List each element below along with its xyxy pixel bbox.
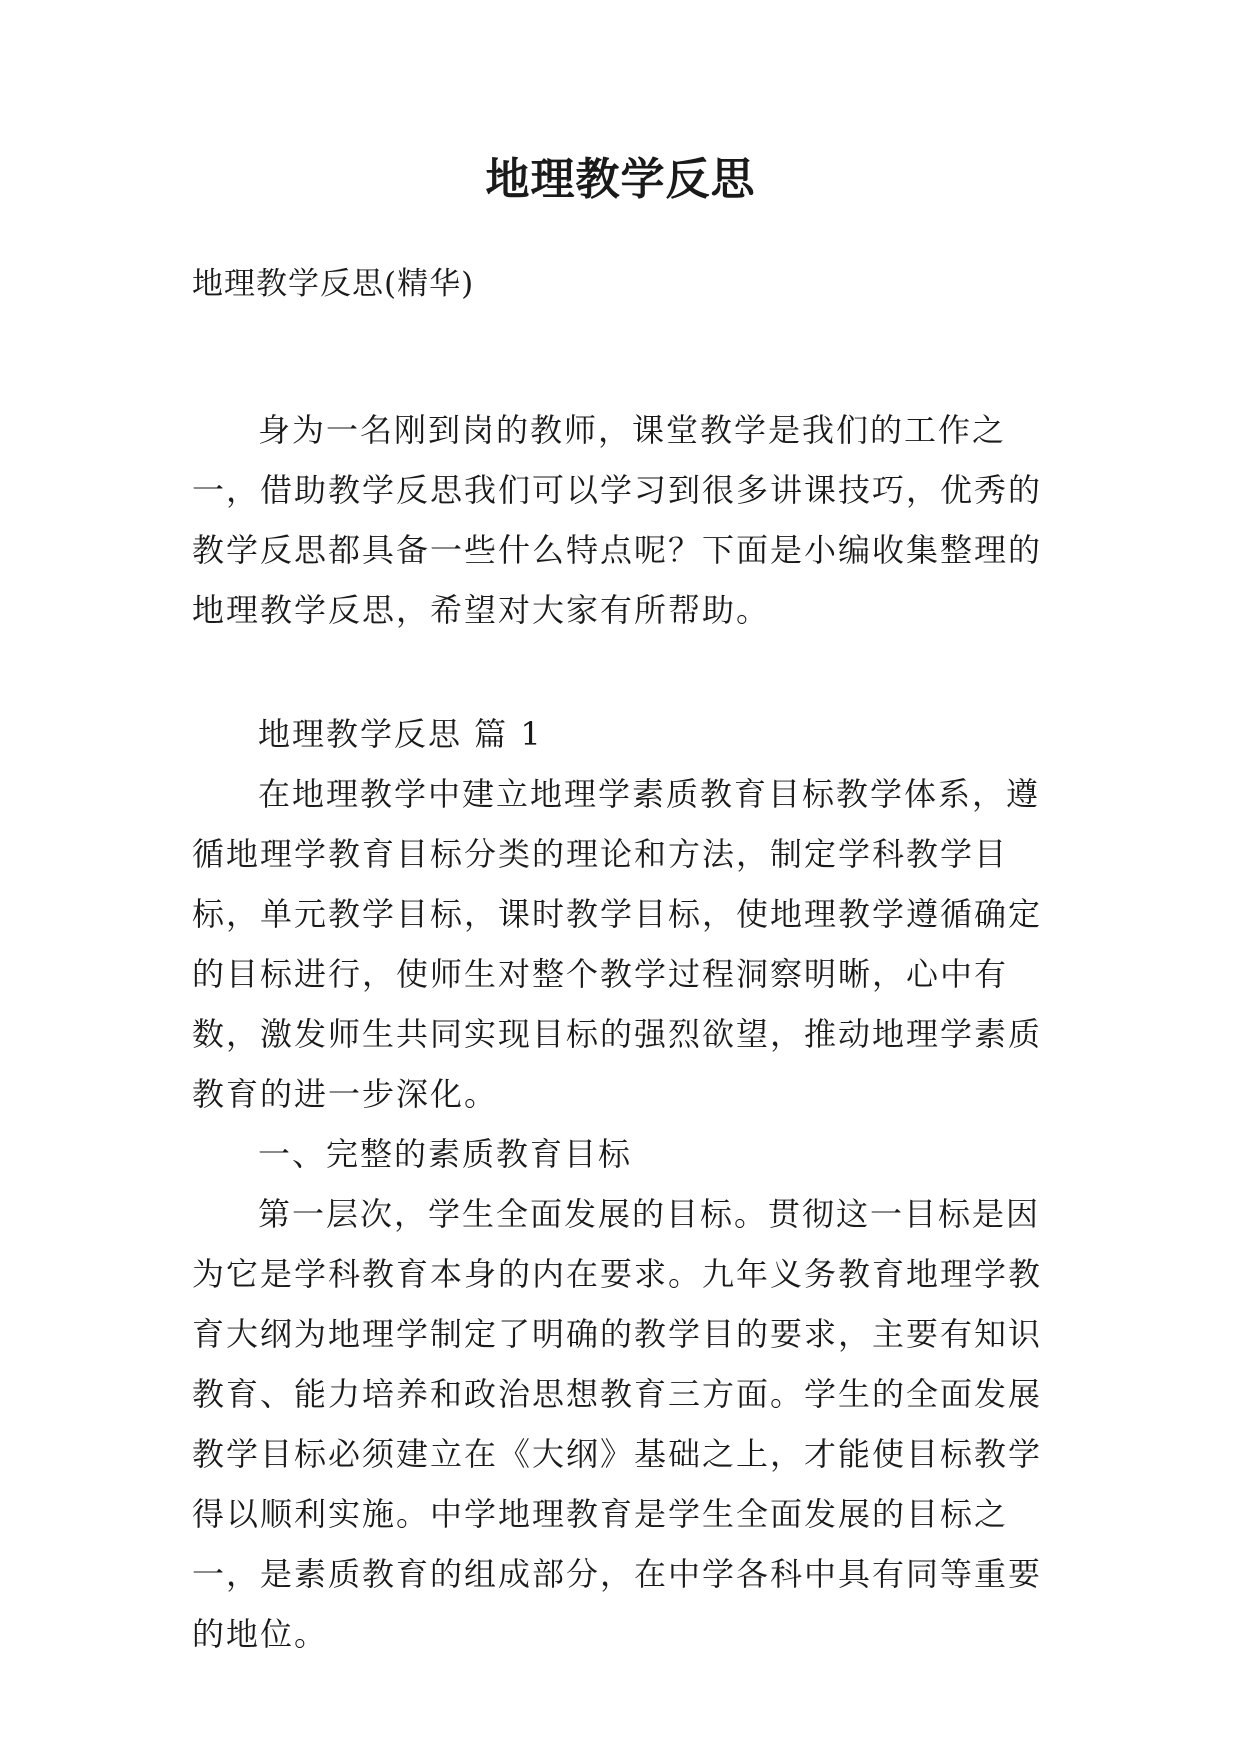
body-paragraph: 第一层次，学生全面发展的目标。贯彻这一目标是因为它是学科教育本身的内在要求。九年义务教育地理学教育大纲为地理学制定了明确的教学目的要求，主要有知识教育、能力培养和政治思想教育三方面。学生的全面发展教学目标必须建立在《大纲》基础之上，才能使目标教学得以顺利实施。中学地理教育是学生全面发展的目标之一，是素质教育的组成部分，在中学各科中具有同等重要的地位。 (192, 1195, 1043, 1653)
body-paragraph: 在地理教学中建立地理学素质教育目标教学体系，遵循地理学教育目标分类的理论和方法，制定学科教学目标，单元教学目标，课时教学目标，使地理教学遵循确定的目标进行，使师生对整个教学过程洞察明晰，心中有数，激发师生共同实现目标的强烈欲望，推动地理学素质教育的进一步深化。 (192, 775, 1043, 1113)
intro-paragraph: 身为一名刚到岗的教师，课堂教学是我们的工作之一，借助教学反思我们可以学习到很多讲课技巧，优秀的教学反思都具备一些什么特点呢？下面是小编收集整理的地理教学反思，希望对大家有所帮助。 (192, 411, 1043, 629)
section-heading: 地理教学反思 篇 1 (258, 715, 543, 753)
document-body (192, 400, 1052, 1664)
document-subtitle: 地理教学反思(精华) (192, 266, 475, 302)
document-title: 地理教学反思 (485, 154, 756, 205)
subsection-heading: 一、完整的素质教育目标 (258, 1135, 633, 1173)
